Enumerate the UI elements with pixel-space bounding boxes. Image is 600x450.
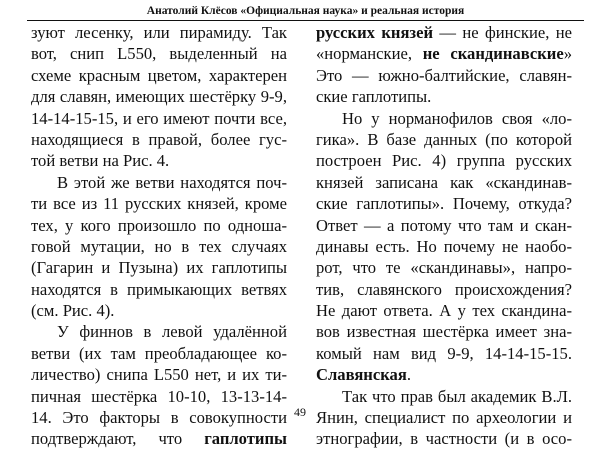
text-line: ветви (их там преобладающее ко- [31, 343, 287, 363]
running-header: Анатолий Клёсов «Официальная наука» и реальная история [146, 5, 465, 17]
text-line: находящиеся в правой, более гус- [31, 129, 287, 149]
text-line [316, 364, 572, 385]
text-line: 14. Это факторы в совокупности [31, 408, 287, 428]
text-line: ские гаплотипы». Почему, откуда? [316, 194, 572, 214]
text-run: подтверждают, что [31, 429, 183, 449]
text-line [31, 428, 287, 449]
text-line: тех, у кого произошло по одноша- [31, 215, 287, 235]
text-run: «норманские, [316, 44, 423, 64]
text-run: — не финские, не [433, 23, 572, 42]
text-line: схеме красным цветом, характерен [31, 65, 287, 85]
text-line: У финнов в левой удалённой [57, 322, 287, 342]
text-line: Не дают ответа. А у тех скандина- [316, 301, 572, 321]
left-column [31, 22, 287, 450]
right-column [316, 22, 572, 450]
header-rule [27, 20, 584, 21]
text-line: построен Рис. 4) группа русских [316, 151, 572, 171]
text-line: личество) снипа L550 нет, и их ти- [31, 365, 287, 385]
text-line: пичная шестёрка 10-10, 13-13-14- [31, 386, 287, 406]
text-line: князей записана как «скандинав- [316, 172, 572, 192]
text-line: Но у норманофилов своя «ло- [342, 108, 572, 128]
text-line: Ответ — а потому что там и скан- [316, 215, 572, 235]
text-line: Так что прав был академик В.Л. [342, 386, 572, 406]
text-line: вот, снип L550, выделенный на [31, 44, 287, 64]
text-run: . [406, 365, 411, 385]
text-line: для славян, имеющих шестёрку 9-9, [31, 87, 287, 107]
page-number: 49 [294, 405, 306, 419]
text-line: комый нам вид 9-9, 14-14-15-15. [316, 343, 572, 363]
text-line [316, 43, 572, 64]
text-line: находятся в примыкающих ветвях [31, 279, 287, 299]
text-line: (Гагарин и Пузына) их гаплотипы [31, 258, 287, 278]
text-line: рот, что те «скандинавы», напро- [316, 258, 572, 278]
text-line: вов известная шестёрка имеет зна- [316, 322, 572, 342]
text-line: той ветви на Рис. 4. [31, 151, 170, 171]
text-line: Янин, специалист по археологии и [316, 408, 572, 428]
bold-text: гаплотипы [204, 429, 287, 449]
bold-text: русских князей [316, 23, 434, 42]
text-line: гика». В базе данных (по которой [316, 129, 572, 149]
text-line: В этой же ветви находятся поч- [57, 172, 287, 192]
text-line: Это — южно-балтийские, славян- [316, 65, 572, 85]
text-line: этнографии, в частности (и в осо- [316, 429, 572, 449]
text-line: 14-14-15-15, и его имеют почти все, [31, 108, 287, 128]
text-line: тив, славянского происхождения? [316, 279, 572, 299]
text-run: » [563, 44, 573, 64]
text-line: ти все из 11 русских князей, кроме [31, 194, 287, 214]
text-line: ские гаплотипы. [316, 87, 432, 107]
bold-text: Славянская [316, 365, 407, 385]
text-line: говой мутации, но в тех случаях [31, 236, 287, 256]
bold-text: не скандинавские [422, 44, 564, 64]
text-line: зуют лесенку, или пирамиду. Так [31, 23, 287, 42]
text-line [316, 22, 572, 43]
text-line: (см. Рис. 4). [31, 301, 115, 321]
text-line: динавы есть. Но почему не наобо- [316, 236, 572, 256]
